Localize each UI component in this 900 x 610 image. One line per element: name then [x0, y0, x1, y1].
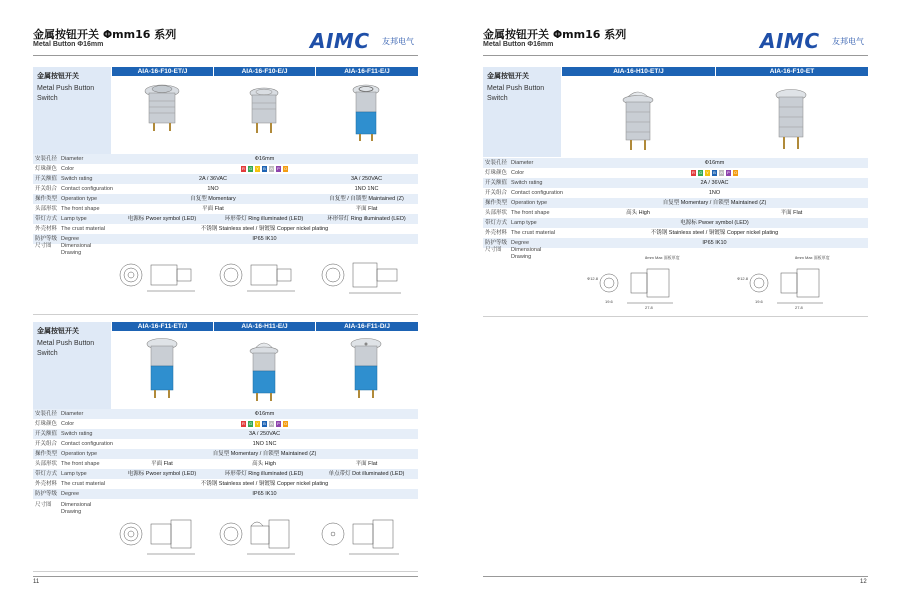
logo-cn: 友邦电气 — [832, 37, 864, 46]
dim-label: Φ12.8 — [737, 276, 748, 281]
section-title — [33, 322, 111, 412]
product-image-blue-dot — [351, 339, 381, 399]
page-title-cn: 金属按钮开关 Φmm16 系列 — [33, 28, 177, 41]
product-images — [561, 77, 868, 157]
dimension-drawings — [111, 247, 418, 311]
row-operation: 操作类型 Operation type 自复型 Momentary 自复型 / 自锁型 Maintained (Z) — [33, 194, 418, 204]
row-material: 外壳材料 The crust material 不锈钢 Stainless steel / 铜镀镍 Copper nickel plating — [35, 226, 329, 232]
product-block-3 — [483, 67, 868, 317]
row-contact: 开关组合 Contact configuration 1NO 1NO 1NC — [35, 186, 379, 192]
dim-label: 19.6 — [605, 299, 613, 304]
row-diameter: 安装孔径 Diameter Φ16mm — [33, 154, 418, 164]
row-shape: 头部形状 The front shape 平面 Flat 高头 High 平面 Flat — [35, 461, 378, 467]
section-title-cn: 金属按钮开关 — [37, 72, 79, 80]
product-images — [111, 77, 418, 149]
product-image-metal-high — [623, 92, 653, 150]
color-swatches: R G Y B W P O — [242, 420, 288, 426]
row-rating: 开关额值 Switch rating 3A / 250VAC — [33, 429, 418, 439]
dim-label: 27.8 — [795, 305, 803, 310]
row-shape: 头部形状 The front shape 平面 Flat 平面 Flat — [35, 206, 378, 212]
row-material: 外壳材料 The crust material 不锈钢 Stainless steel / 铜镀镍 Copper nickel plating — [485, 230, 779, 236]
page-title-cn: 金属按钮开关 Φmm16 系列 — [483, 28, 627, 41]
row-operation: 操作类型 Operation type 自复型 Momentary / 自锁型 Maintained (Z) — [483, 198, 868, 208]
product-block-1 — [33, 67, 418, 315]
aimc-logo: AIMC — [760, 29, 820, 53]
product-image-blue-base — [353, 85, 379, 141]
section-title-cn: 金属按钮开关 — [487, 72, 529, 80]
dim-label: 19.6 — [755, 299, 763, 304]
header-rule — [33, 55, 418, 56]
header-rule — [483, 55, 868, 56]
model-header: AIA-16-F10-ET — [715, 67, 868, 76]
page-number: 11 — [33, 579, 40, 585]
dim-label: 27.8 — [645, 305, 653, 310]
row-material: 外壳材料 The crust material 不锈钢 Stainless steel / 铜镀镍 Copper nickel plating — [35, 481, 329, 487]
row-lamp: 带灯方式 Lamp type 电源标 Pwoer symbol (LED) 环形带灯 Ring illuminated (LED) 单点带灯 Dot illuminated (LED) — [33, 469, 418, 479]
product-image-metal-ring — [250, 88, 278, 133]
product-image-blue-high — [250, 343, 278, 401]
dimension-drawings — [111, 504, 418, 568]
section-title-en: Metal Push Button Switch — [37, 85, 95, 102]
model-header: AIA-16-H10-ET/J — [561, 67, 715, 76]
dim-label: Φ12.8 — [587, 276, 598, 281]
product-block-2 — [33, 322, 418, 572]
footer-rule — [483, 576, 868, 577]
dimension-drawings — [561, 249, 868, 313]
logo-cn: 友邦电气 — [382, 37, 414, 46]
color-swatches: R G Y B W P O — [692, 169, 738, 175]
product-images — [111, 332, 418, 404]
row-color: 灯珠颜色 Color R G Y B W P O — [483, 168, 868, 178]
footer-rule — [33, 576, 418, 577]
product-image-metal-flat — [776, 90, 806, 150]
row-color: 灯珠颜色 Color R G Y B W P O — [33, 419, 418, 429]
page-title-en: Metal Button Φ16mm — [33, 41, 104, 48]
aimc-logo: AIMC — [310, 29, 370, 53]
model-header: AIA-16-F10-E/J — [213, 67, 315, 76]
model-header: AIA-16-H11-E/J — [213, 322, 315, 331]
row-lamp: 带灯方式 Lamp type 电源标 Pwoer symbol (LED) — [483, 218, 868, 228]
drawing-label: 尺寸图 Dimensional Drawing — [35, 502, 92, 515]
section-title — [483, 67, 561, 157]
row-operation: 操作类型 Operation type 自复型 Momentary / 自锁型 Maintained (Z) — [33, 449, 418, 459]
row-degree: 防护等级 Degree IP65 IK10 — [33, 489, 418, 499]
row-contact: 开关组合 Contact configuration 1NO — [485, 190, 721, 196]
color-swatches: R G Y B W P O — [242, 165, 288, 171]
row-shape: 头部形状 The front shape 高头 High 平面 Flat — [485, 210, 803, 216]
row-color: 灯珠颜色 Color R G Y B W P O — [33, 164, 418, 174]
row-rating: 开关额值 Switch rating 2A / 36VAC 3A / 250VAC — [33, 174, 418, 184]
dim-label: 8mm Max 面板厚度 — [795, 255, 830, 260]
right-page — [450, 0, 900, 610]
section-title-en: Metal Push Button Switch — [37, 340, 95, 357]
page-number: 12 — [860, 579, 867, 585]
drawing-label: 尺寸图 Dimensional Drawing — [485, 247, 542, 260]
product-image-metal-flat — [145, 85, 179, 131]
row-diameter: 安装孔径 Diameter Φ16mm — [33, 409, 418, 419]
section-title-cn: 金属按钮开关 — [37, 327, 79, 335]
row-degree: 防护等级 Degree IP65 IK10 — [33, 234, 418, 244]
dim-label: 8mm Max 面板厚度 — [645, 255, 680, 260]
row-contact: 开关组合 Contact configuration 1NO 1NC — [35, 441, 277, 447]
model-header: AIA-16-F10-ET/J — [111, 67, 213, 76]
page-title-en: Metal Button Φ16mm — [483, 41, 554, 48]
product-image-blue-flat — [147, 339, 177, 399]
model-header: AIA-16-F11-ET/J — [111, 322, 213, 331]
model-header: AIA-16-F11-D/J — [315, 322, 418, 331]
row-diameter: 安装孔径 Diameter Φ16mm — [483, 158, 868, 168]
row-lamp: 带灯方式 Lamp type 电源标 Pwoer symbol (LED) 环形带灯 Ring illuminated (LED) 环形带灯 Ring illuminated (LED) — [33, 214, 418, 224]
row-degree: 防护等级 Degree IP65 IK10 — [483, 238, 868, 248]
drawing-label: 尺寸图 Dimensional Drawing — [35, 243, 92, 256]
section-title-en: Metal Push Button Switch — [487, 85, 545, 102]
row-rating: 开关额值 Switch rating 2A / 36VAC — [483, 178, 868, 188]
model-header: AIA-16-F11-E/J — [315, 67, 418, 76]
section-title — [33, 67, 111, 157]
